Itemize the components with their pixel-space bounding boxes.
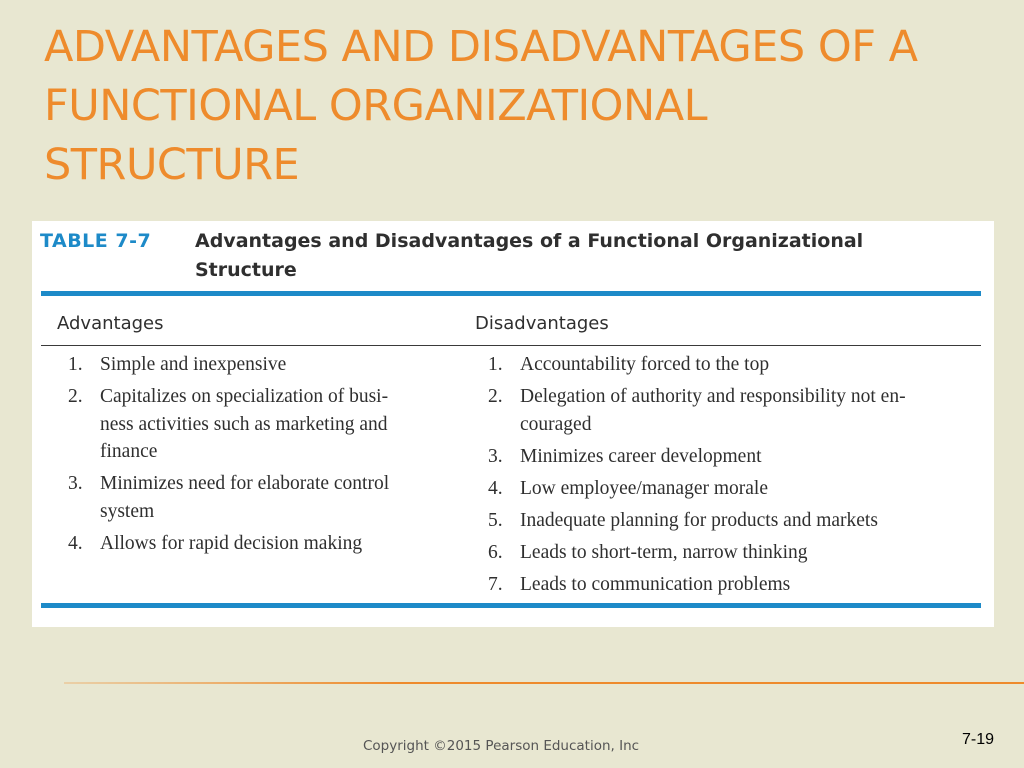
item-number: 5.	[488, 509, 503, 531]
disadvantages-list	[488, 351, 958, 603]
item-number: 1.	[68, 354, 83, 375]
table-title	[195, 227, 985, 285]
item-text-line: system	[100, 500, 155, 522]
table-number: TABLE 7-7	[40, 230, 152, 252]
item-text-line: couraged	[520, 413, 592, 435]
advantage-item	[68, 383, 438, 466]
item-number: 2.	[68, 386, 83, 407]
item-number: 2.	[488, 386, 503, 407]
disadvantage-item	[488, 443, 958, 471]
disadvantages-heading: Disadvantages	[475, 313, 609, 334]
advantage-item	[68, 351, 438, 379]
table-image-panel	[32, 221, 994, 627]
disadvantage-item	[488, 383, 958, 438]
item-text-line: Leads to short-term, narrow thinking	[520, 541, 808, 563]
item-text-line: Inadequate planning for products and markets	[520, 509, 878, 531]
item-text-line: Capitalizes on specialization of busi-	[100, 386, 389, 407]
advantages-list	[68, 351, 438, 562]
disadvantage-item	[488, 539, 958, 567]
slide-title	[44, 18, 1004, 195]
item-number: 7.	[488, 573, 503, 595]
table-title-line: Structure	[195, 259, 297, 281]
advantage-item	[68, 530, 438, 558]
item-number: 4.	[68, 532, 83, 554]
slide-title-line: STRUCTURE	[44, 140, 300, 190]
disadvantage-item	[488, 507, 958, 535]
item-text-line: Accountability forced to the top	[520, 354, 770, 375]
copyright-notice: Copyright ©2015 Pearson Education, Inc	[363, 738, 640, 754]
footer-divider	[64, 682, 1024, 684]
item-text-line: Delegation of authority and responsibility not en-	[520, 386, 906, 407]
disadvantage-item	[488, 351, 958, 379]
table-bottom-rule	[41, 603, 981, 608]
item-text-line: Simple and inexpensive	[100, 354, 287, 375]
item-text-line: Leads to communication problems	[520, 573, 791, 595]
item-number: 3.	[68, 473, 83, 494]
disadvantage-item	[488, 571, 958, 599]
disadvantage-item	[488, 475, 958, 503]
item-text-line: ness activities such as marketing and	[100, 413, 388, 435]
table-header-rule	[41, 345, 981, 346]
slide-title-line: ADVANTAGES AND DISADVANTAGES OF A	[44, 22, 918, 72]
table-title-line: Advantages and Disadvantages of a Functional Organizational	[195, 230, 864, 252]
item-number: 4.	[488, 477, 503, 499]
item-text-line: finance	[100, 441, 158, 462]
item-text-line: Minimizes need for elaborate control	[100, 473, 390, 494]
item-text-line: Minimizes career development	[520, 445, 762, 467]
item-text-line: Allows for rapid decision making	[100, 532, 363, 554]
slide-page-number: 7-19	[962, 731, 995, 748]
advantage-item	[68, 470, 438, 525]
item-text-line: Low employee/manager morale	[520, 477, 768, 499]
item-number: 6.	[488, 541, 503, 563]
advantages-heading: Advantages	[57, 313, 164, 334]
slide-title-line: FUNCTIONAL ORGANIZATIONAL	[44, 81, 708, 131]
item-number: 1.	[488, 354, 503, 375]
table-top-rule	[41, 291, 981, 296]
item-number: 3.	[488, 445, 503, 467]
